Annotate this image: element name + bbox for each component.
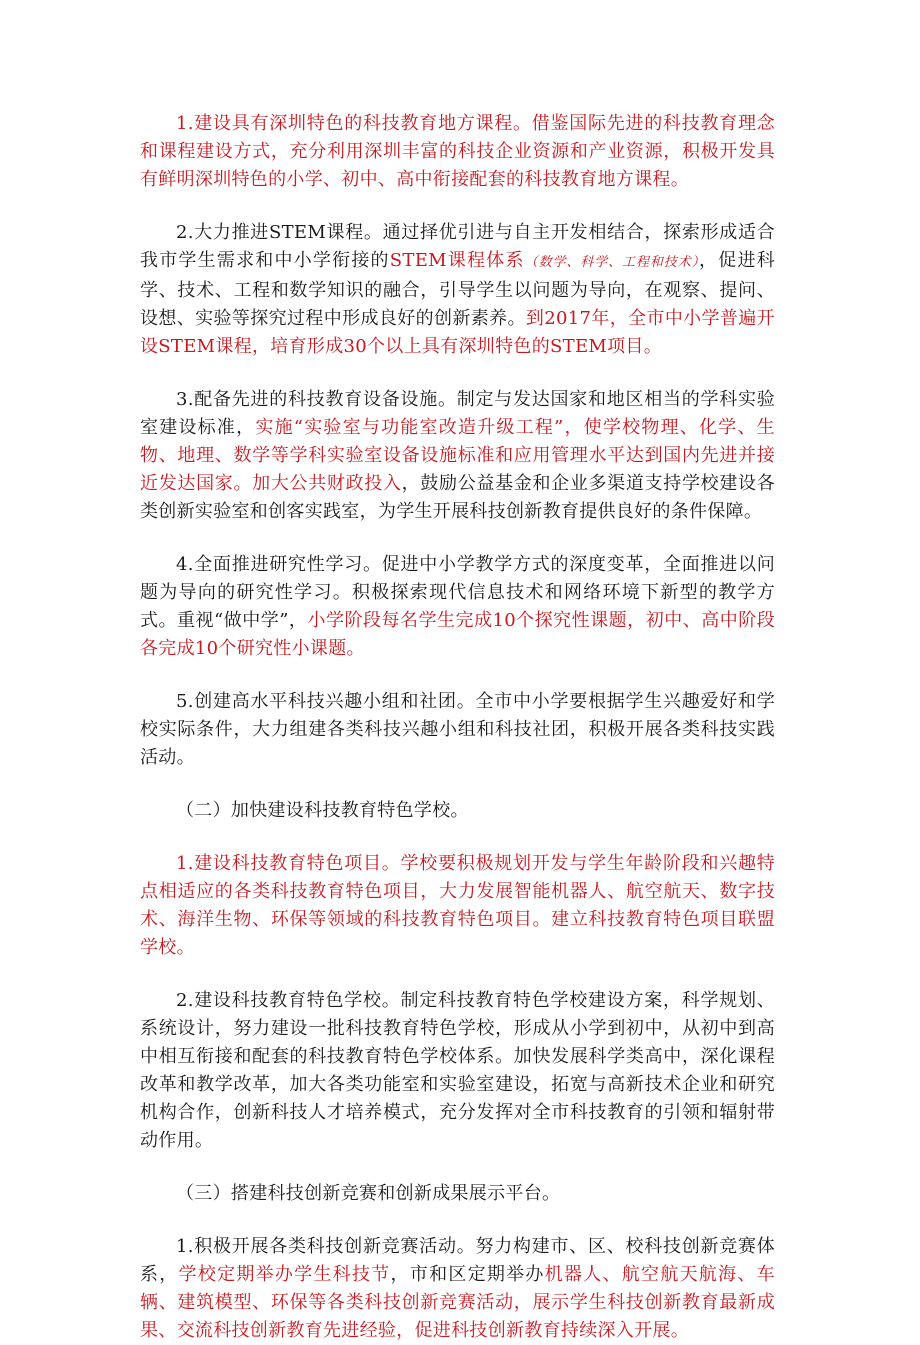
text-segment: 实施“实验室与功能室改造升级工程”，使学校物理、化学、生物、地理、数学等学科实验室设备设施标准和应用管理水平达到国内先进并接近发达国家。加大公共财政投入 <box>140 417 775 494</box>
text-segment: 4.全面推进研究性学习。促进中小学教学方式的深度变革，全面推进以问题为导向的研究性学习。积极探索现代信息技术和网络环境下新型的教学方式。重视“做中学”， <box>140 554 775 631</box>
text-segment: 到2017年，全市中小学普遍开设STEM课程，培育形成30个以上具有深圳特色的STEM项目。 <box>140 308 775 357</box>
text-segment: 2.大力推进STEM课程。通过择优引进与自主开发相结合，探索形成适合我市学生需求和中小学衔接的 <box>140 222 775 271</box>
text-segment-annotation: （数学、科学、工程和技术） <box>524 255 700 270</box>
section-heading-2 <box>140 797 775 825</box>
paragraph-4 <box>140 551 775 663</box>
paragraph-5 <box>140 688 775 772</box>
section-heading-3 <box>140 1180 775 1208</box>
text-segment: 5.创建高水平科技兴趣小组和社团。全市中小学要根据学生兴趣爱好和学校实际条件，大力组建各类科技兴趣小组和科技社团，积极开展各类科技实践活动。 <box>140 691 775 768</box>
text-segment: 1.积极开展各类科技创新竞赛活动。努力构建市、区、校科技创新竞赛体系， <box>140 1236 775 1285</box>
text-segment: 2.建设科技教育特色学校。制定科技教育特色学校建设方案，科学规划、系统设计，努力建设一批科技教育特色学校，形成从小学到初中，从初中到高中相互衔接和配套的科技教育特色学校体系。加快发展科学类高中，深化课程改革和教学改革，加大各类功能室和实验室建设，拓宽与高新技术企业和研究机构合作，创新科技人才培养模式，充分发挥对全市科技教育的引领和辐射带动作用。 <box>140 990 775 1151</box>
paragraph-8 <box>140 1233 775 1345</box>
text-segment: 小学阶段每名学生完成10个探究性课题，初中、高中阶段各完成10个研究性小课题。 <box>140 610 776 659</box>
text-segment: 3.配备先进的科技教育设备设施。制定与发达国家和地区相当的学科实验室建设标准， <box>140 389 775 438</box>
text-segment: 1.建设具有深圳特色的科技教育地方课程。借鉴国际先进的科技教育理念和课程建设方式，充分利用深圳丰富的科技企业资源和产业资源，积极开发具有鲜明深圳特色的小学、初中、高中衔接配套的科技教育地方课程。 <box>140 113 775 190</box>
heading-text: （三）搭建科技创新竞赛和创新成果展示平台。 <box>176 1183 561 1204</box>
paragraph-6 <box>140 850 775 962</box>
text-segment: 1.建设科技教育特色项目。学校要积极规划开发与学生年龄阶段和兴趣特点相适应的各类科技教育特色项目，大力发展智能机器人、航空航天、数字技术、海洋生物、环保等领域的科技教育特色项目。建立科技教育特色项目联盟学校。 <box>140 853 775 958</box>
text-segment: ，促进科学、技术、工程和数学知识的融合，引导学生以问题为导向，在观察、提问、设想、实验等探究过程中形成良好的创新素养。 <box>140 250 775 329</box>
text-segment: 机器人、航空航天航海、车辆、建筑模型、环保等各类科技创新竞赛活动，展示学生科技创新教育最新成果、交流科技创新教育先进经验，促进科技创新教育持续深入开展。 <box>140 1264 775 1341</box>
text-segment: STEM课程体系 <box>389 250 525 271</box>
heading-text: （二）加快建设科技教育特色学校。 <box>176 800 469 821</box>
text-segment: ，市和区定期举办 <box>390 1264 545 1285</box>
text-segment: 学校定期举办学生科技节 <box>178 1264 391 1285</box>
paragraph-7 <box>140 987 775 1155</box>
paragraph-1 <box>140 110 775 194</box>
paragraph-2 <box>140 219 775 361</box>
text-segment: ，鼓励公益基金和企业多渠道支持学校建设各类创新实验室和创客实践室，为学生开展科技创新教育提供良好的条件保障。 <box>140 473 776 522</box>
paragraph-3 <box>140 386 775 526</box>
